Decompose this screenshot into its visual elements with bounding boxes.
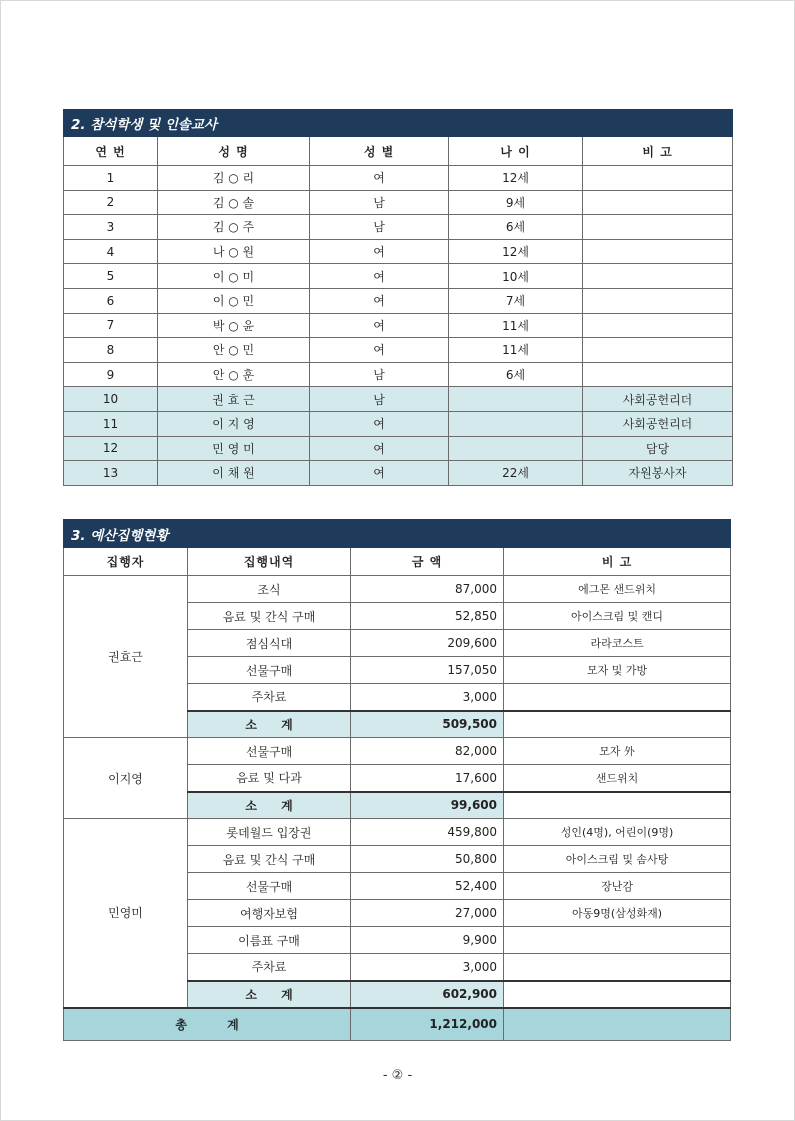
page-number: - ② -: [382, 1068, 413, 1083]
header-note: 비 고: [583, 137, 733, 166]
participant-gender: 여: [310, 436, 449, 461]
participant-age: [449, 411, 583, 436]
executor-name: 이지영: [64, 738, 188, 819]
subtotal-amount: 99,600: [351, 792, 504, 819]
budget-table: [63, 519, 731, 1041]
budget-description: 음료 및 다과: [188, 765, 351, 792]
participant-no: 12: [64, 436, 158, 461]
budget-amount: 52,400: [351, 873, 504, 900]
participant-note: 자원봉사자: [583, 461, 733, 486]
budget-amount: 82,000: [351, 738, 504, 765]
participant-row: [64, 264, 733, 289]
subtotal-note: [504, 711, 731, 738]
budget-amount: 3,000: [351, 954, 504, 981]
budget-note: 아이스크림 및 캔디: [504, 603, 731, 630]
header-description: 집행내역: [188, 548, 351, 576]
budget-amount: 459,800: [351, 819, 504, 846]
budget-amount: 9,900: [351, 927, 504, 954]
participant-age: [449, 387, 583, 412]
budget-note: [504, 684, 731, 711]
participant-name: 안 ○ 훈: [158, 362, 310, 387]
budget-row: [64, 738, 731, 765]
participant-note: [583, 313, 733, 338]
participant-row: [64, 338, 733, 363]
grand-total-row: [64, 1008, 731, 1041]
section3-title: 3. 예산집행현황: [64, 520, 731, 548]
section2-title: 2. 참석학생 및 인솔교사: [64, 110, 733, 137]
participant-name: 이 채 원: [158, 461, 310, 486]
budget-note: 장난감: [504, 873, 731, 900]
budget-amount: 50,800: [351, 846, 504, 873]
participant-gender: 남: [310, 215, 449, 240]
subtotal-note: [504, 981, 731, 1008]
participant-gender: 남: [310, 190, 449, 215]
participant-age: 9세: [449, 190, 583, 215]
participant-name: 박 ○ 윤: [158, 313, 310, 338]
participant-age: 7세: [449, 288, 583, 313]
participant-row: [64, 362, 733, 387]
budget-amount: 17,600: [351, 765, 504, 792]
participant-row: [64, 313, 733, 338]
participant-note: 담당: [583, 436, 733, 461]
participants-table: [63, 109, 733, 486]
budget-description: 음료 및 간식 구매: [188, 846, 351, 873]
participant-note: [583, 190, 733, 215]
participant-age: 10세: [449, 264, 583, 289]
participant-no: 3: [64, 215, 158, 240]
participant-gender: 여: [310, 411, 449, 436]
participant-age: 12세: [449, 166, 583, 191]
budget-amount: 209,600: [351, 630, 504, 657]
header-age: 나 이: [449, 137, 583, 166]
participant-row: [64, 387, 733, 412]
subtotal-note: [504, 792, 731, 819]
participant-gender: 여: [310, 461, 449, 486]
participant-row: [64, 215, 733, 240]
budget-description: 조식: [188, 576, 351, 603]
participant-note: [583, 338, 733, 363]
participant-row: [64, 436, 733, 461]
participant-note: [583, 166, 733, 191]
participant-no: 1: [64, 166, 158, 191]
participant-gender: 남: [310, 387, 449, 412]
budget-note: 아동9명(삼성화재): [504, 900, 731, 927]
budget-description: 주차료: [188, 954, 351, 981]
participant-row: [64, 166, 733, 191]
participant-no: 8: [64, 338, 158, 363]
participant-gender: 여: [310, 239, 449, 264]
participant-row: [64, 288, 733, 313]
budget-description: 이름표 구매: [188, 927, 351, 954]
participant-no: 9: [64, 362, 158, 387]
participant-age: 12세: [449, 239, 583, 264]
grand-total-note: [504, 1008, 731, 1041]
participant-no: 11: [64, 411, 158, 436]
participant-name: 민 영 미: [158, 436, 310, 461]
grand-total-label: 총 계: [64, 1008, 351, 1041]
participant-note: 사회공헌리더: [583, 387, 733, 412]
budget-amount: 27,000: [351, 900, 504, 927]
subtotal-amount: 509,500: [351, 711, 504, 738]
subtotal-amount: 602,900: [351, 981, 504, 1008]
executor-name: 민영미: [64, 819, 188, 1008]
participant-note: [583, 239, 733, 264]
participant-gender: 여: [310, 338, 449, 363]
participant-name: 권 효 근: [158, 387, 310, 412]
budget-description: 음료 및 간식 구매: [188, 603, 351, 630]
header-gender: 성 별: [310, 137, 449, 166]
participant-name: 김 ○ 리: [158, 166, 310, 191]
budget-note: [504, 954, 731, 981]
budget-note: 모자 外: [504, 738, 731, 765]
participant-note: [583, 362, 733, 387]
budget-amount: 87,000: [351, 576, 504, 603]
participant-note: [583, 264, 733, 289]
budget-description: 롯데월드 입장권: [188, 819, 351, 846]
participant-note: 사회공헌리더: [583, 411, 733, 436]
participant-row: [64, 239, 733, 264]
participant-name: 이 ○ 민: [158, 288, 310, 313]
subtotal-label: 소 계: [188, 711, 351, 738]
header-amount: 금 액: [351, 548, 504, 576]
budget-note: 라라코스트: [504, 630, 731, 657]
participant-age: 6세: [449, 362, 583, 387]
budget-row: [64, 819, 731, 846]
header-budget-note: 비 고: [504, 548, 731, 576]
participant-gender: 여: [310, 288, 449, 313]
participant-age: 6세: [449, 215, 583, 240]
participant-age: 11세: [449, 313, 583, 338]
budget-note: 성인(4명), 어린이(9명): [504, 819, 731, 846]
participant-gender: 여: [310, 313, 449, 338]
participant-gender: 여: [310, 264, 449, 289]
budget-description: 여행자보험: [188, 900, 351, 927]
participant-age: [449, 436, 583, 461]
participant-name: 안 ○ 민: [158, 338, 310, 363]
budget-amount: 157,050: [351, 657, 504, 684]
budget-note: 에그몬 샌드위치: [504, 576, 731, 603]
budget-description: 주차료: [188, 684, 351, 711]
participant-name: 김 ○ 솔: [158, 190, 310, 215]
budget-amount: 3,000: [351, 684, 504, 711]
participant-no: 5: [64, 264, 158, 289]
budget-header-row: [64, 548, 731, 576]
participant-row: [64, 190, 733, 215]
participant-no: 7: [64, 313, 158, 338]
participant-row: [64, 411, 733, 436]
participant-no: 13: [64, 461, 158, 486]
participant-age: 22세: [449, 461, 583, 486]
header-no: 연 번: [64, 137, 158, 166]
participant-age: 11세: [449, 338, 583, 363]
participant-name: 이 지 영: [158, 411, 310, 436]
budget-description: 선물구매: [188, 873, 351, 900]
budget-amount: 52,850: [351, 603, 504, 630]
participant-no: 2: [64, 190, 158, 215]
budget-description: 점심식대: [188, 630, 351, 657]
budget-note: 샌드위치: [504, 765, 731, 792]
budget-note: 아이스크림 및 솜사탕: [504, 846, 731, 873]
subtotal-label: 소 계: [188, 792, 351, 819]
participant-note: [583, 215, 733, 240]
executor-name: 권효근: [64, 576, 188, 738]
budget-description: 선물구매: [188, 738, 351, 765]
budget-note: [504, 927, 731, 954]
participant-row: [64, 461, 733, 486]
participant-no: 6: [64, 288, 158, 313]
participant-name: 이 ○ 미: [158, 264, 310, 289]
header-name: 성 명: [158, 137, 310, 166]
budget-row: [64, 576, 731, 603]
budget-description: 선물구매: [188, 657, 351, 684]
participant-no: 4: [64, 239, 158, 264]
participant-no: 10: [64, 387, 158, 412]
participant-gender: 남: [310, 362, 449, 387]
participant-name: 나 ○ 원: [158, 239, 310, 264]
grand-total-amount: 1,212,000: [351, 1008, 504, 1041]
participant-name: 김 ○ 주: [158, 215, 310, 240]
subtotal-label: 소 계: [188, 981, 351, 1008]
participants-header-row: [64, 137, 733, 166]
participant-gender: 여: [310, 166, 449, 191]
participant-note: [583, 288, 733, 313]
header-executor: 집행자: [64, 548, 188, 576]
budget-note: 모자 및 가방: [504, 657, 731, 684]
